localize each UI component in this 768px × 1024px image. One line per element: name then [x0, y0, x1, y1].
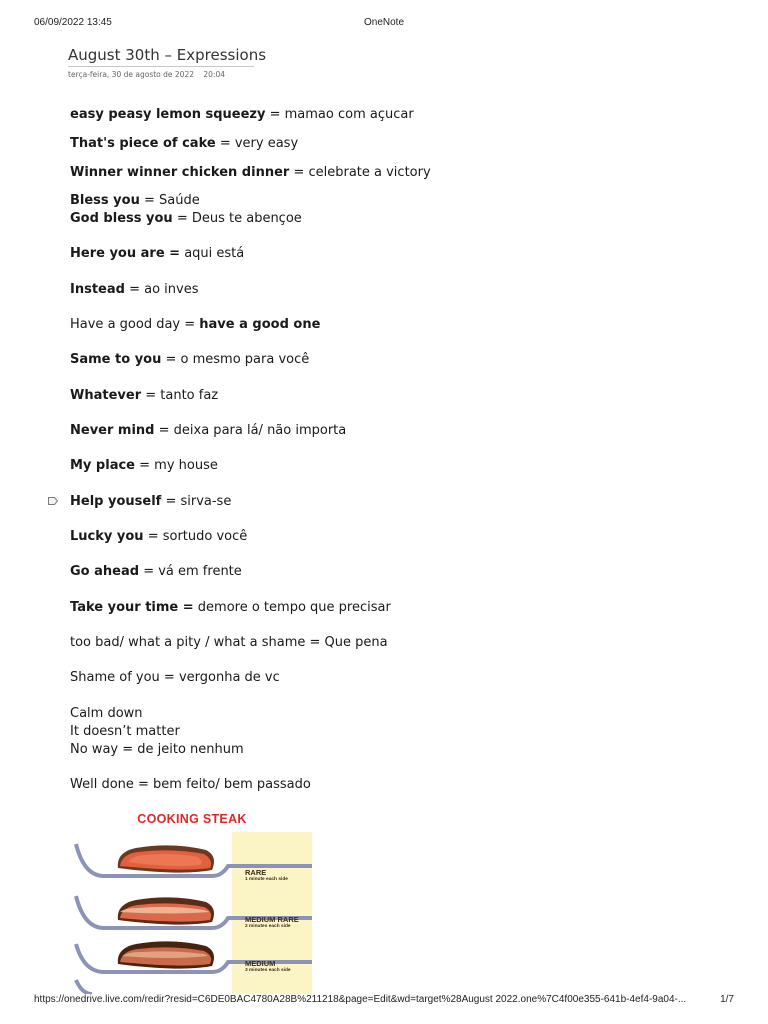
- note-line[interactable]: Well done = bem feito/ bem passado: [70, 777, 311, 792]
- expression: Here you are =: [70, 246, 181, 261]
- steak-heading: COOKING STEAK: [137, 812, 247, 826]
- expression: Same to you: [70, 352, 162, 367]
- page-number: 1/7: [720, 994, 734, 1005]
- meaning: demore o tempo que precisar: [193, 600, 391, 615]
- meaning: = Saúde: [139, 193, 200, 208]
- print-app-name: OneNote: [363, 17, 405, 28]
- note-line[interactable]: [70, 192, 200, 210]
- steak-medium: [118, 941, 214, 968]
- meaning: = o mesmo para você: [161, 352, 310, 367]
- note-line[interactable]: Calm down: [70, 706, 143, 721]
- note-line[interactable]: [70, 351, 309, 369]
- expression: God bless you: [70, 211, 173, 226]
- expression: Help youself: [70, 494, 162, 509]
- meaning: = celebrate a victory: [289, 165, 431, 180]
- page-date: terça-feira, 30 de agosto de 2022: [68, 70, 194, 79]
- expression: Bless you: [70, 193, 140, 208]
- note-line[interactable]: [70, 387, 218, 405]
- note-tag-icon[interactable]: [48, 497, 58, 505]
- meaning: aqui está: [180, 246, 245, 261]
- meaning: = Deus te abençoe: [172, 211, 302, 226]
- note-line[interactable]: No way = de jeito nenhum: [70, 742, 244, 757]
- note-line[interactable]: [70, 106, 414, 124]
- expression: Lucky you: [70, 529, 144, 544]
- meaning: = mamao com açucar: [265, 107, 414, 122]
- steak-rare: [118, 845, 214, 872]
- steak-medium-rare: [118, 897, 214, 924]
- note-line[interactable]: [70, 281, 198, 299]
- print-header: [34, 17, 734, 31]
- expression: That's piece of cake: [70, 136, 216, 151]
- cooking-steak-image[interactable]: [72, 808, 312, 994]
- note-line[interactable]: [70, 164, 431, 182]
- note-line[interactable]: Shame of you = vergonha de vc: [70, 670, 280, 685]
- note-line[interactable]: [70, 493, 231, 511]
- doneness-label-rare: [245, 868, 288, 883]
- note-line[interactable]: [70, 135, 298, 153]
- note-line[interactable]: It doesn’t matter: [70, 724, 180, 739]
- doneness-label-medium: [245, 959, 291, 974]
- print-footer: [34, 994, 734, 1008]
- expression: have a good one: [199, 317, 321, 332]
- note-line[interactable]: too bad/ what a pity / what a shame = Que pena: [70, 635, 388, 650]
- expression: Winner winner chicken dinner: [70, 165, 290, 180]
- doneness-time: 1 minute each side: [245, 877, 288, 882]
- page-time: 20:04: [203, 70, 225, 79]
- page-title[interactable]: August 30th – Expressions: [68, 46, 254, 67]
- note-line[interactable]: [70, 245, 244, 263]
- meaning: = sirva-se: [161, 494, 232, 509]
- expression: My place: [70, 458, 135, 473]
- note-line[interactable]: [70, 316, 320, 334]
- print-datetime: 06/09/2022 13:45: [34, 17, 112, 28]
- doneness-label-medium-rare: [245, 915, 299, 930]
- expression: Take your time =: [70, 600, 194, 615]
- expression: Instead: [70, 282, 125, 297]
- expression: Never mind: [70, 423, 155, 438]
- plate-4: [76, 980, 92, 994]
- note-line[interactable]: [70, 210, 302, 228]
- doneness-name: MEDIUM: [245, 959, 276, 968]
- doneness-time: 2 minutes each side: [245, 924, 291, 929]
- phrase: Have a good day =: [70, 317, 200, 332]
- meaning: = deixa para lá/ não importa: [154, 423, 347, 438]
- note-line[interactable]: [70, 599, 391, 617]
- note-line[interactable]: [70, 528, 247, 546]
- meaning: = tanto faz: [141, 388, 219, 403]
- meaning: = my house: [135, 458, 218, 473]
- doneness-name: MEDIUM RARE: [245, 915, 299, 924]
- expression: easy peasy lemon squeezy: [70, 107, 266, 122]
- page-date-time: [68, 70, 254, 79]
- note-line[interactable]: [70, 457, 218, 475]
- meaning: = sortudo você: [143, 529, 248, 544]
- note-line[interactable]: [70, 563, 242, 581]
- page-title-block: [68, 46, 267, 79]
- meaning: = ao inves: [124, 282, 199, 297]
- meaning: = very easy: [215, 136, 299, 151]
- doneness-time: 3 minutes each side: [245, 968, 291, 973]
- doneness-name: RARE: [245, 868, 267, 877]
- expression: Whatever: [70, 388, 142, 403]
- expression: Go ahead: [70, 564, 140, 579]
- page-url[interactable]: https://onedrive.live.com/redir?resid=C6DE0BAC4780A28B%211218&page=Edit&wd=target%28August 2022.one%7C4f00e355-641b-4ef4-9a04-...: [34, 994, 687, 1005]
- meaning: = vá em frente: [139, 564, 242, 579]
- note-line[interactable]: [70, 422, 346, 440]
